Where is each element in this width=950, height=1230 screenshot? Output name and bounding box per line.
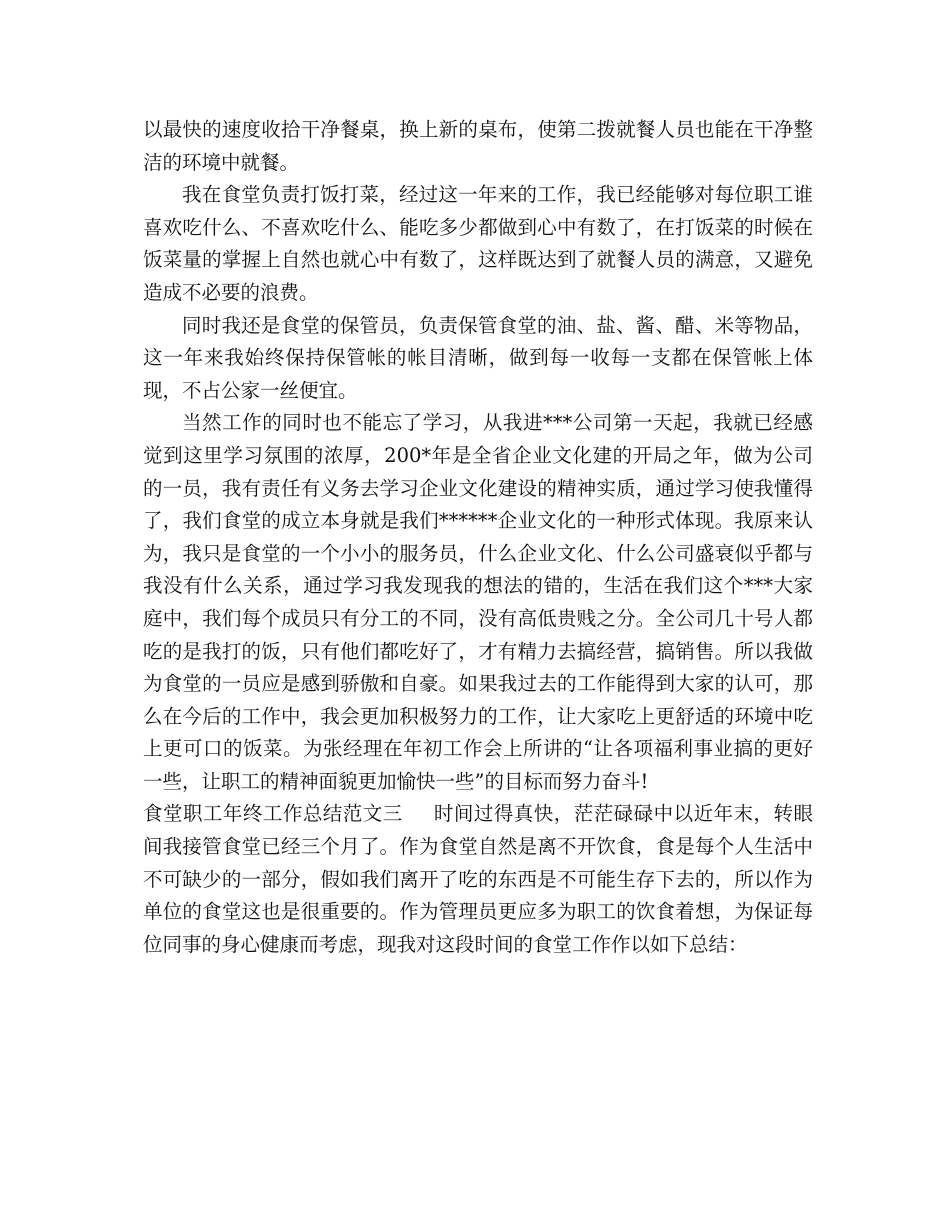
- paragraph-1: 以最快的速度收拾干净餐桌，换上新的桌布，使第二拨就餐人员也能在干净整洁的环境中就餐。: [143, 118, 813, 174]
- section-text: 时间过得真快，茫茫碌碌中以近年末，转眼间我接管食堂已经三个月了。作为食堂自然是离不开饮食，食是每个人生活中不可缺少的一部分，假如我们离开了吃的东西是不可能生存下去的，所以作为单位的食堂这也是很重要的。作为管理员更应多为职工的饮食着想，为保证每位同事的身心健康而考虑，现我对这段时间的食堂工作作以如下总结：: [143, 802, 813, 956]
- document-body: [143, 114, 813, 961]
- paragraph-3: 同时我还是食堂的保管员，负责保管食堂的油、盐、酱、醋、米等物品，这一年来我始终保持保管帐的帐目清晰，做到每一收每一支都在保管帐上体现，不占公家一丝便宜。: [143, 313, 813, 402]
- paragraph-4: 当然工作的同时也不能忘了学习，从我进***公司第一天起，我就已经感觉到这里学习氛围的浓厚，200*年是全省企业文化建的开局之年，做为公司的一员，我有责任有义务去学习企业文化建设的精神实质，通过学习使我懂得了，我们食堂的成立本身就是我们******企业文化的一种形式体现。我原来认为，我只是食堂的一个小小的服务员，什么企业文化、什么公司盛衰似乎都与我没有什么关系，通过学习我发现我的想法的错的，生活在我们这个***大家庭中，我们每个成员只有分工的不同，没有高低贵贱之分。全公司几十号人都吃的是我打的饭，只有他们都吃好了，才有精力去搞经营，搞销售。所以我做为食堂的一员应是感到骄傲和自豪。如果我过去的工作能得到大家的认可，那么在今后的工作中，我会更加积极努力的工作，让大家吃上更舒适的环境中吃上更可口的饭菜。为张经理在年初工作会上所讲的“让各项福利事业搞的更好一些，让职工的精神面貌更加愉快一些”的目标而努力奋斗!: [143, 411, 813, 793]
- section-heading: 食堂职工年终工作总结范文三: [143, 802, 403, 826]
- section-paragraph: [143, 798, 813, 961]
- paragraph-2: 我在食堂负责打饭打菜，经过这一年来的工作，我已经能够对每位职工谁喜欢吃什么、不喜欢吃什么、能吃多少都做到心中有数了，在打饭菜的时候在饭菜量的掌握上自然也就心中有数了，这样既达到了就餐人员的满意，又避免造成不必要的浪费。: [143, 183, 813, 304]
